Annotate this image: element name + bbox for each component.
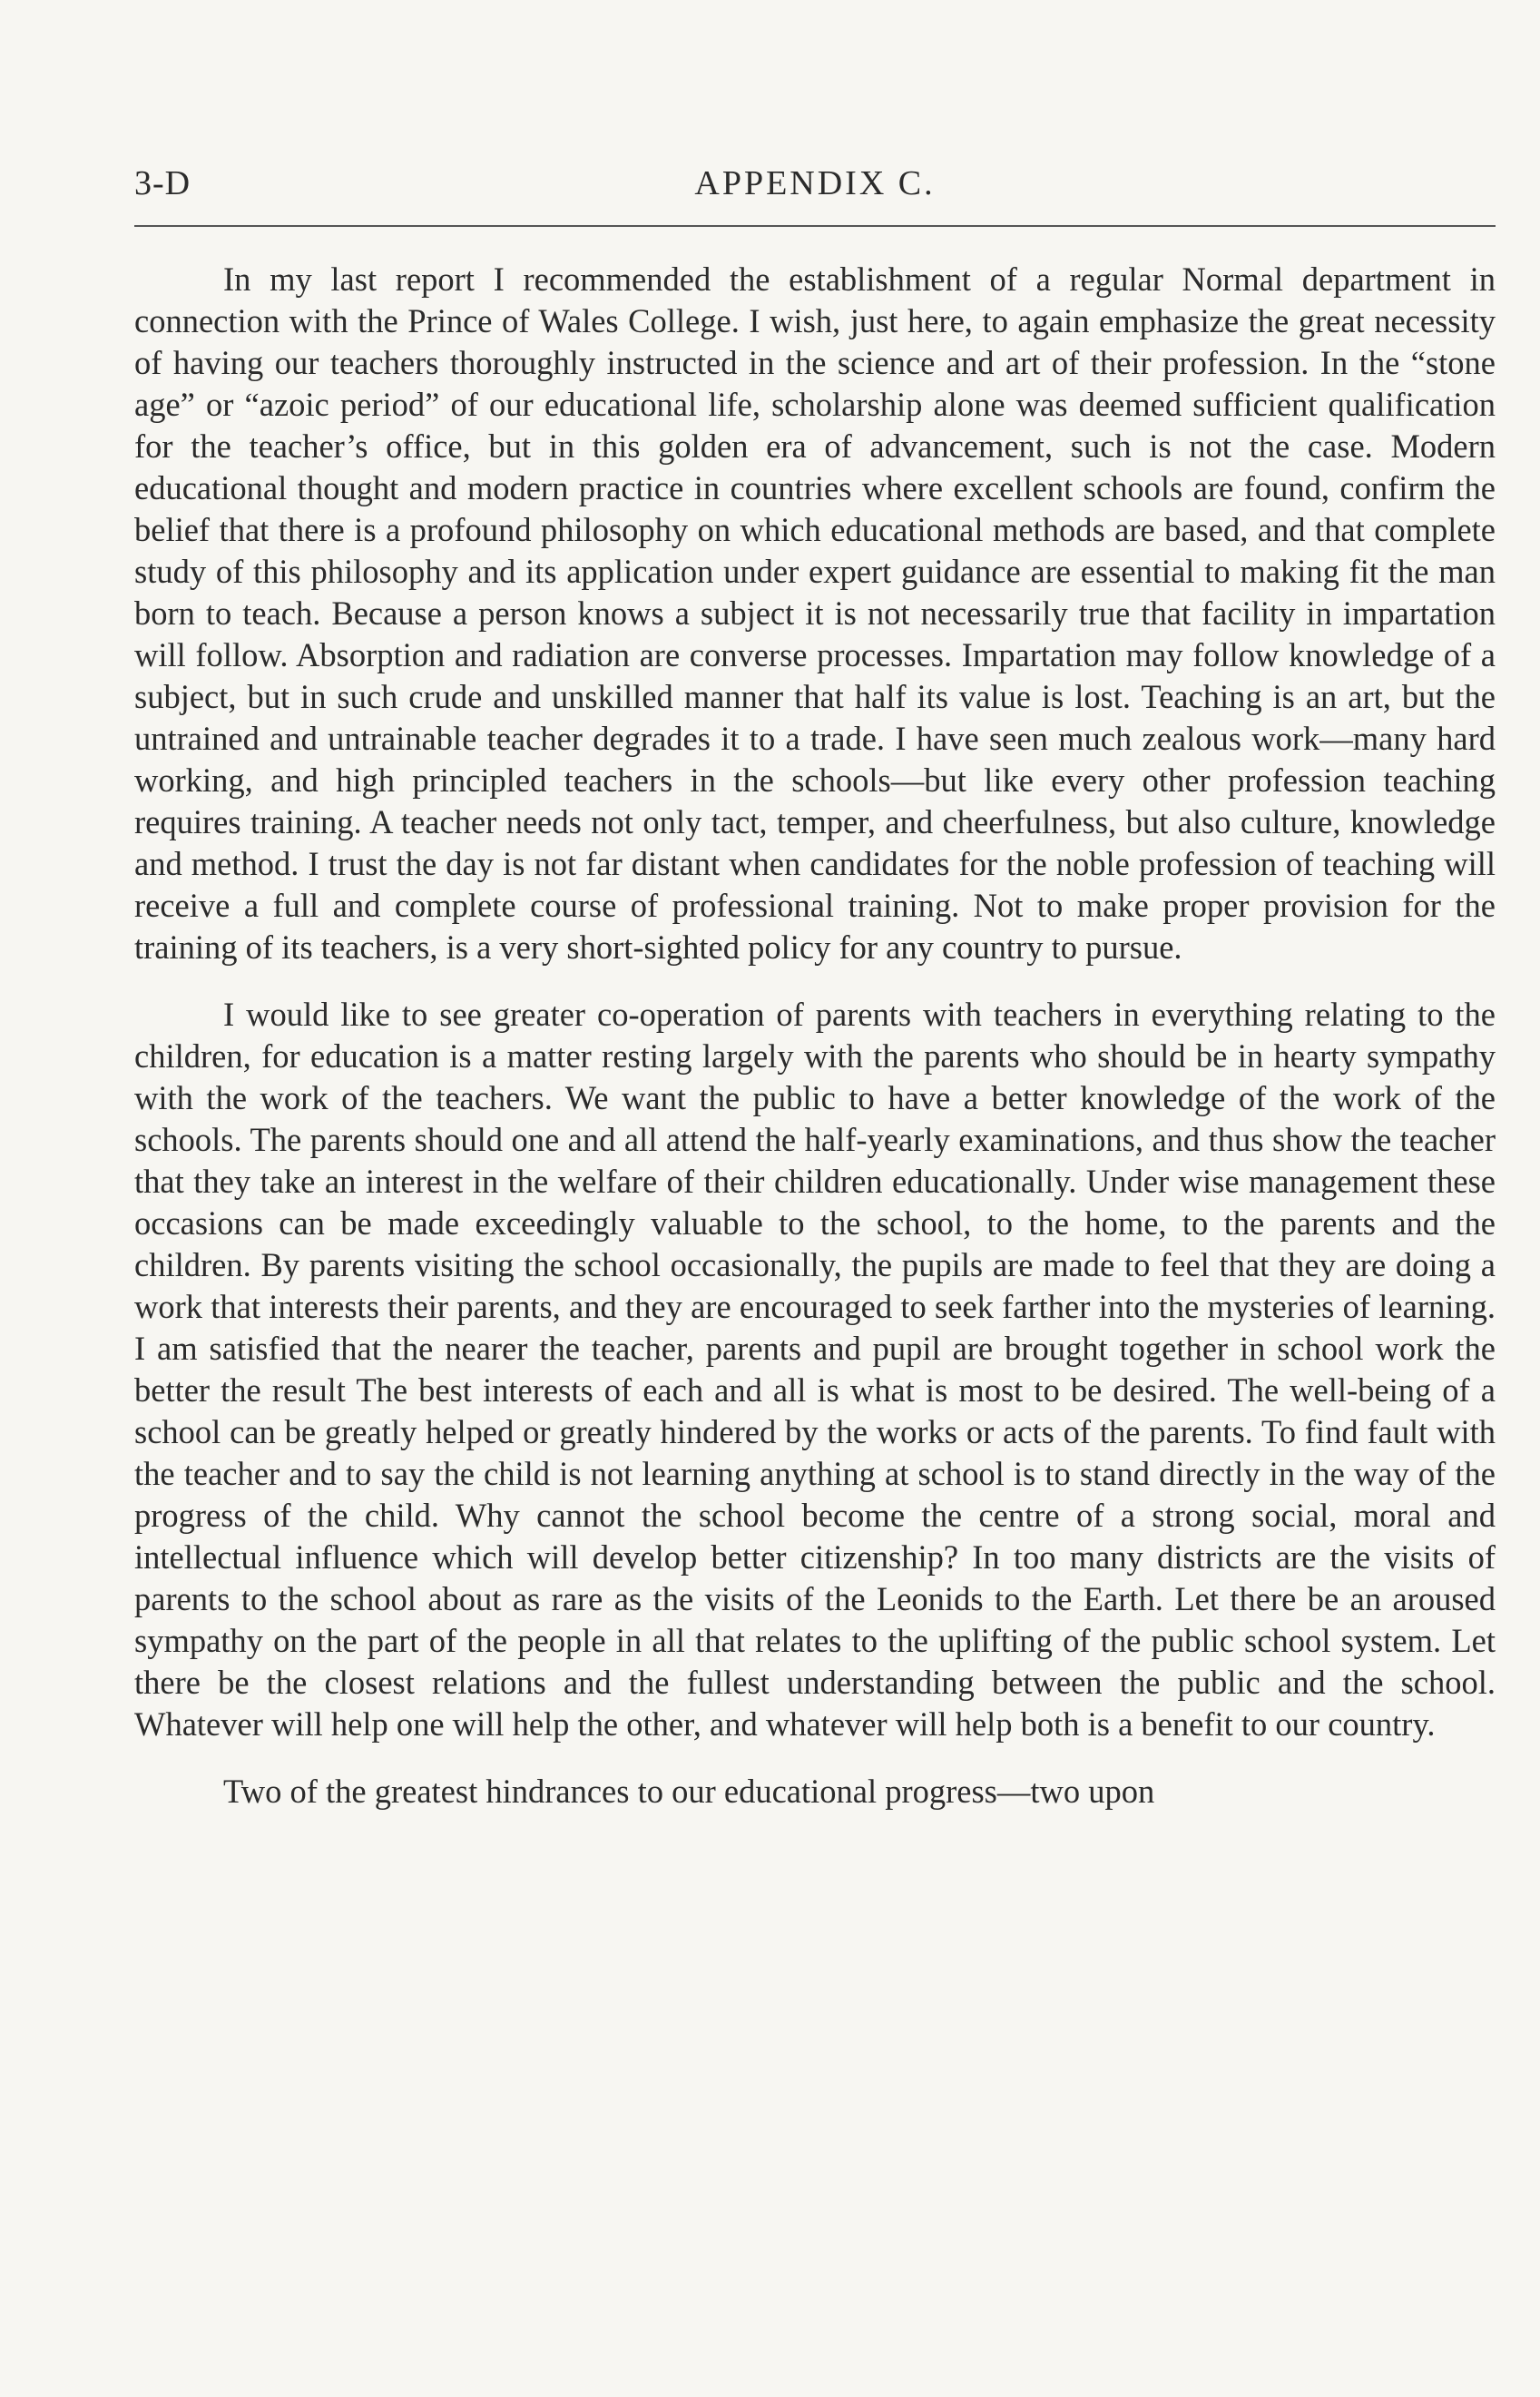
running-head: APPENDIX C. <box>694 164 936 202</box>
paragraph-normal-department: In my last report I recommended the establishment of a regular Normal department in connection with the Prince of Wales College. I wish, just here, to again emphasize the great necessity of having our teachers thoroughly instructed in the science and art of their profession. In the “stone age” or “azoic period” of our educational life, scholarship alone was deemed sufficient qualification for the teacher’s office, but in this golden era of advancement, such is not the case. Modern educational thought and modern practice in countries where excellent schools are found, confirm the belief that there is a profound philosophy on which educational methods are based, and that complete study of this philosophy and its application under expert guidance are essential to making fit the man born to teach. Because a person knows a subject it is not necessarily true that facility in impartation will follow. Absorption and radiation are converse processes. Impartation may follow knowledge of a subject, but in such crude and unskilled manner that half its value is lost. Teaching is an art, but the untrained and untrainable teacher degrades it to a trade. I have seen much zealous work—many hard working, and high principled teachers in the schools—but like every other profession teaching requires training. A teacher needs not only tact, temper, and cheerfulness, but also culture, knowledge and method. I trust the day is not far distant when candidates for the noble profession of teaching will receive a full and complete course of professional training. Not to make proper provision for the training of its teachers, is a very short-sighted policy for any country to pursue. <box>134 260 1496 966</box>
paragraph-hindrances: Two of the greatest hindrances to our educational progress—two upon <box>223 1773 1155 1810</box>
paragraph-parent-cooperation: I would like to see greater co-operation of parents with teachers in everything relating to the children, for education is a matter resting largely with the parents who should be in hearty sympathy with the work of the teachers. We want the public to have a better knowledge of the work of the schools. The parents should one and all attend the half-yearly examinations, and thus show the teacher that they take an interest in the welfare of their children educationally. Under wise management these occasions can be made exceedingly valuable to the school, to the home, to the parents and the children. By parents visiting the school occasionally, the pupils are made to feel that they are doing a work that interests their parents, and they are encouraged to seek farther into the mysteries of learning. I am satisfied that the nearer the teacher, parents and pupil are brought together in school work the better the result The best interests of each and all is what is most to be desired. The well-being of a school can be greatly helped or greatly hindered by the works or acts of the parents. To find fault with the teacher and to say the child is not learning anything at school is to stand directly in the way of the progress of the child. Why cannot the school become the centre of a strong social, moral and intellectual influence which will develop better citizenship? In too many districts are the visits of parents to the school about as rare as the visits of the Leonids to the Earth. Let there be an aroused sympathy on the part of the people in all that relates to the uplifting of the public school system. Let there be the closest relations and the fullest understanding between the public and the school. Whatever will help one will help the other, and whatever will help both is a benefit to our country. <box>134 996 1496 1743</box>
page-header <box>134 163 1496 209</box>
body-text <box>134 259 1496 1838</box>
header-rule <box>134 225 1496 227</box>
page-number: 3-D <box>134 164 191 202</box>
